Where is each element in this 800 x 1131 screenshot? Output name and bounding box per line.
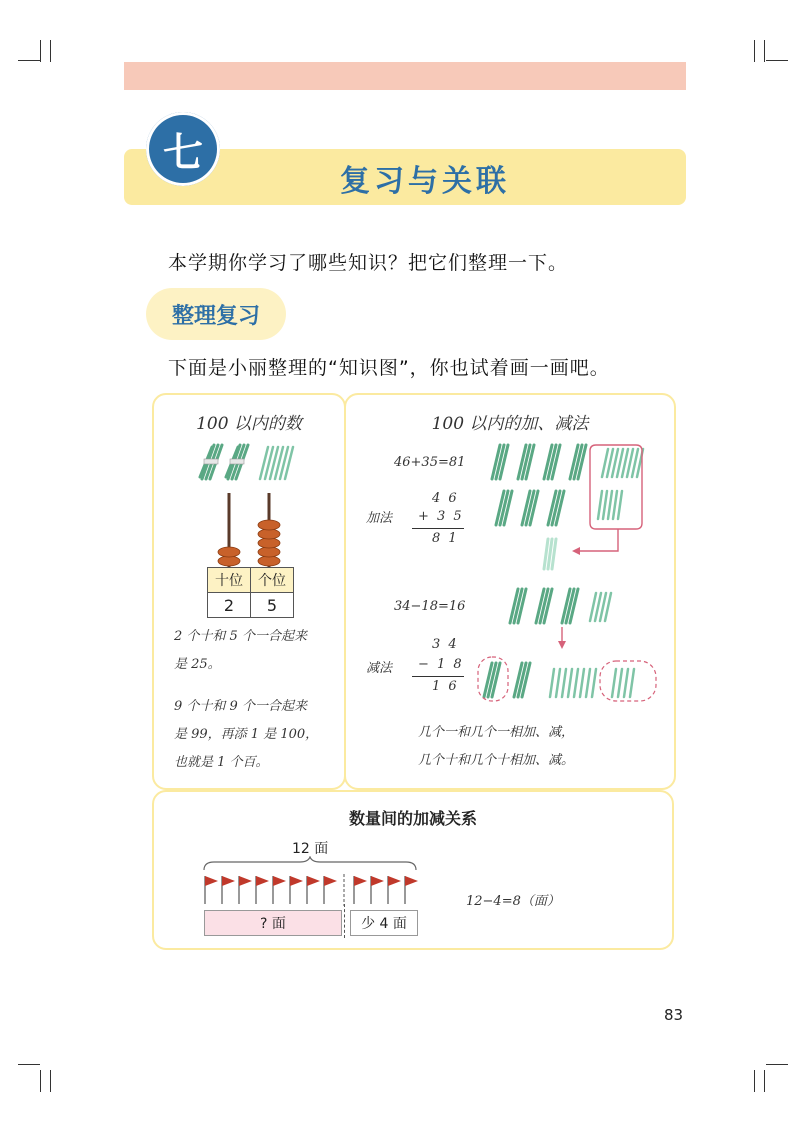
unknown-bar: ? 面 xyxy=(204,910,342,936)
crop-mark xyxy=(764,40,765,62)
crop-mark xyxy=(40,1070,41,1092)
less-bar: 少 4 面 xyxy=(350,910,418,936)
intro-text: 本学期你学习了哪些知识？把它们整理一下。 xyxy=(168,252,569,274)
crop-mark xyxy=(764,1070,765,1092)
crop-mark xyxy=(766,60,788,61)
addition-vertical-row1: 4 6 xyxy=(432,491,459,506)
total-label: 12 面 xyxy=(292,841,329,857)
ten-sticks-bundles-illustration xyxy=(194,441,314,481)
relation-equation: 12−4=8（面） xyxy=(466,894,560,909)
subtraction-sticks-illustration xyxy=(470,585,660,705)
subtraction-vertical-result: 1 6 xyxy=(432,679,459,694)
panel-numbers-within-100 xyxy=(152,393,346,790)
rule-line-1: 几个一和几个一相加、减， xyxy=(418,725,575,740)
note-2-line-2: 是 99，再添 1 是 100， xyxy=(174,727,319,742)
abacus-illustration xyxy=(204,491,294,571)
place-value-digit-tens: 2 xyxy=(208,593,251,618)
note-1-line-2: 是 25。 xyxy=(174,657,221,672)
crop-mark xyxy=(754,1070,755,1092)
panel-numbers-title: 100 以内的数 xyxy=(196,414,302,434)
panel-relation-title: 数量间的加减关系 xyxy=(348,809,477,828)
top-color-band xyxy=(124,62,686,90)
addition-vertical-row2: + 3 5 xyxy=(418,509,464,524)
flags-illustration xyxy=(202,874,418,906)
crop-mark xyxy=(50,1070,51,1092)
subtraction-vertical-row1: 3 4 xyxy=(432,637,459,652)
rule-line-2: 几个十和几个十相加、减。 xyxy=(418,753,575,768)
place-value-digit-ones: 5 xyxy=(251,593,294,618)
subtraction-label: 减法 xyxy=(366,661,393,676)
note-2-line-3: 也就是 1 个百。 xyxy=(174,755,269,770)
chapter-number-badge: 七 xyxy=(146,112,220,186)
section-title: 整理复习 xyxy=(146,288,286,340)
addition-vertical-result: 8 1 xyxy=(432,531,459,546)
description-text: 下面是小丽整理的“知识图”，你也试着画一画吧。 xyxy=(168,357,610,379)
crop-mark xyxy=(50,40,51,62)
subtraction-vertical-line xyxy=(412,676,464,677)
note-1-line-1: 2 个十和 5 个一合起来 xyxy=(174,629,307,644)
addition-label: 加法 xyxy=(366,511,393,526)
page-number: 83 xyxy=(664,1006,684,1024)
panel-quantity-relation xyxy=(152,790,674,950)
addition-equation: 46+35=81 xyxy=(394,455,466,470)
addition-sticks-illustration xyxy=(486,439,656,579)
crop-mark xyxy=(18,60,40,61)
chapter-title: 复习与关联 xyxy=(340,164,510,199)
note-2-line-1: 9 个十和 9 个一合起来 xyxy=(174,699,307,714)
subtraction-equation: 34−18=16 xyxy=(394,599,466,614)
place-value-header-ones: 个位 xyxy=(251,568,294,593)
panel-addition-subtraction xyxy=(344,393,676,790)
crop-mark xyxy=(18,1064,40,1065)
place-value-header-tens: 十位 xyxy=(208,568,251,593)
panel-addsub-title: 100 以内的加、减法 xyxy=(431,414,589,434)
addition-vertical-line xyxy=(412,528,464,529)
crop-mark xyxy=(766,1064,788,1065)
crop-mark xyxy=(754,40,755,62)
place-value-table xyxy=(207,567,294,618)
bar-divider xyxy=(344,904,345,938)
crop-mark xyxy=(40,40,41,62)
subtraction-vertical-row2: − 1 8 xyxy=(418,657,464,672)
brace-illustration xyxy=(202,856,418,872)
